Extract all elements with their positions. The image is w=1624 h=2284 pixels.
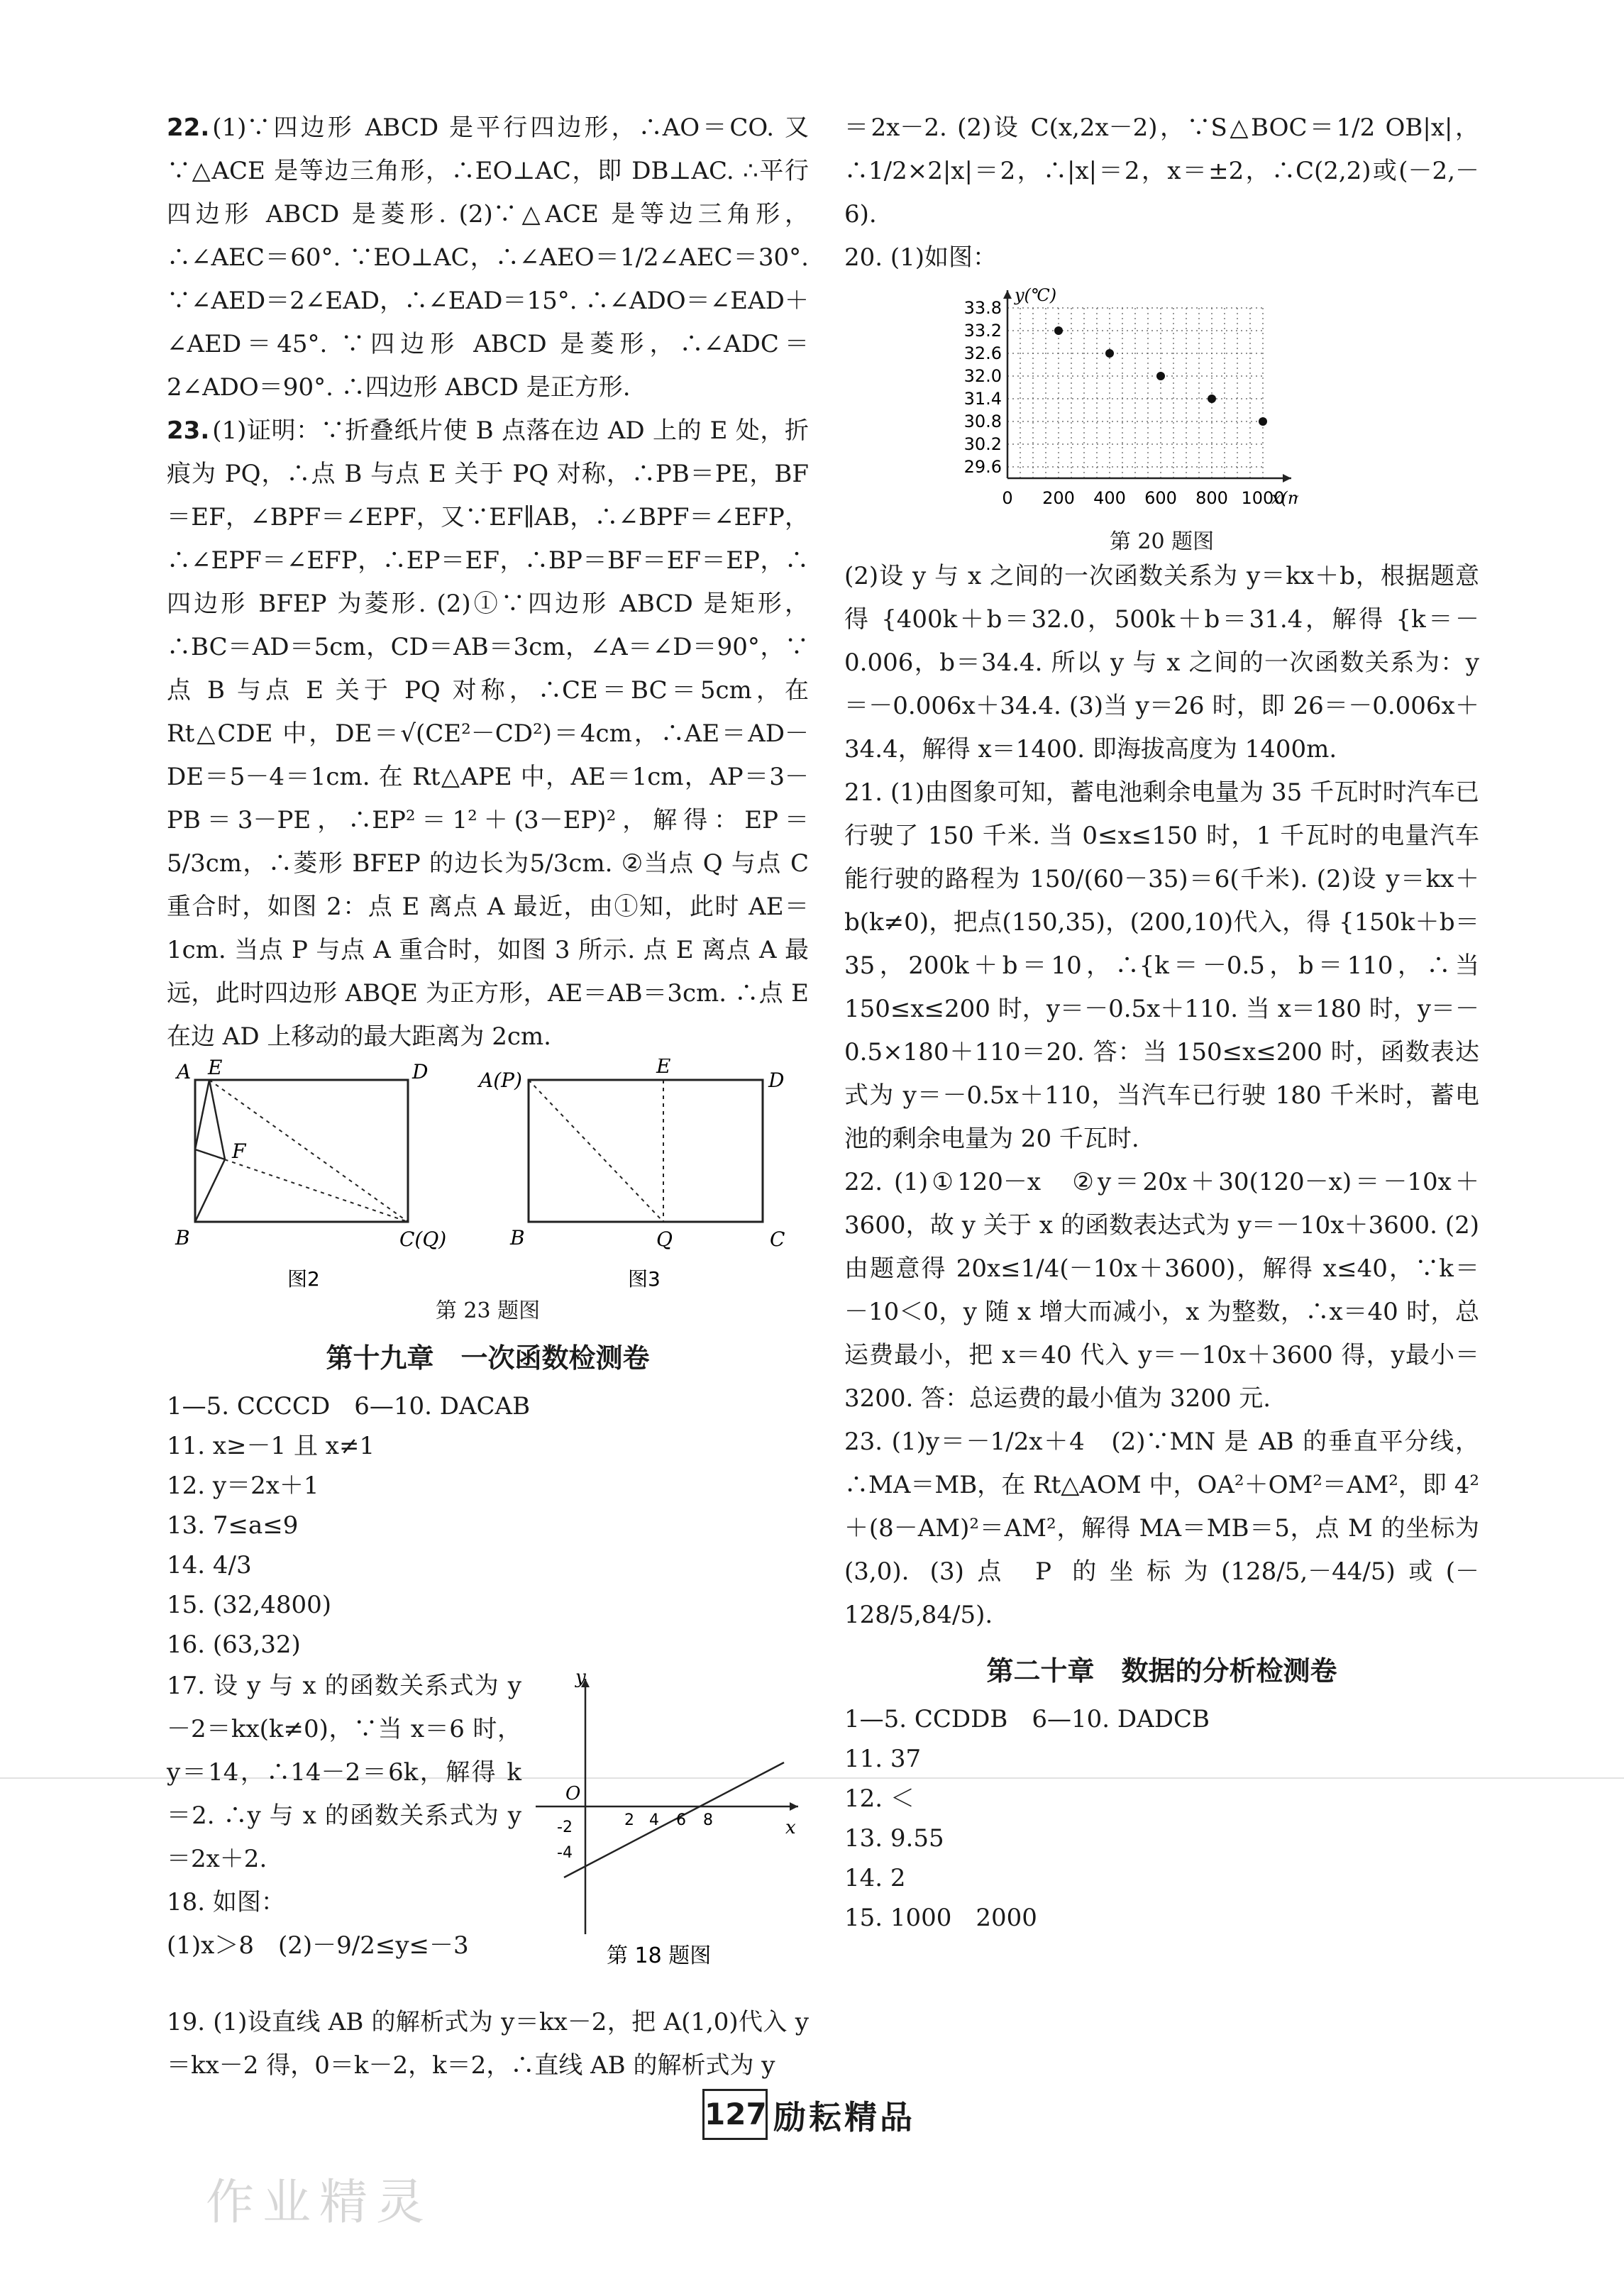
fig2-label-f: F bbox=[232, 1140, 246, 1163]
chart20-x-arrow bbox=[1283, 474, 1291, 482]
fig2-label-b: B bbox=[175, 1226, 190, 1249]
fig3-caption: 图3 bbox=[628, 1267, 661, 1291]
chart20-point bbox=[1105, 349, 1114, 358]
chart20-x-label: x( bbox=[1271, 488, 1288, 508]
page-number: 127 bbox=[702, 2089, 768, 2140]
chart20-x-tick-label: 200 bbox=[1042, 488, 1075, 508]
answer-17-18-text bbox=[167, 1665, 521, 2001]
fig18-line bbox=[564, 1762, 784, 1877]
fig18-label-o: O bbox=[565, 1783, 581, 1804]
answer-19-20: 20. (1)如图： bbox=[844, 243, 998, 272]
fig18-label-x: x bbox=[785, 1817, 796, 1838]
answer-20-14: 14. 2 bbox=[844, 1864, 906, 1892]
answer-19-19-cont: ＝2x－2. (2)设 C(x,2x－2)，∵S△BOC＝1/2 OB|x|，∴1/2×2|x|＝2，∴|x|＝2，x＝±2，∴C(2,2)或(－2,－6). bbox=[844, 114, 1479, 228]
chart20-y-tick-label: 32.6 bbox=[963, 343, 1002, 363]
answer-19-21: 21. (1)由图象可知，蓄电池剩余电量为 35 千瓦时时汽车已行驶了 150 千米. 当 0≤x≤150 时，1 千瓦时的电量汽车能行驶的路程为 150/(60－35)＝6(千米). (2)设 y＝kx＋b(k≠0)，把点(150,35)，(200,10)代入，得 {150k＋b＝35，200k＋b＝10，∴{k＝－0.5，b＝110，∴当 150≤x≤200 时，y＝－0.5x＋110. 当 x＝180 时，y＝－0.5×180＋110＝20. 答：当 150≤x≤200 时，函数表达式为 y＝－0.5x＋110，当汽车已行驶 180 千米时，蓄电池的剩余电量为 20 千瓦时. bbox=[844, 778, 1479, 1153]
fig18-label-m4: -4 bbox=[557, 1844, 573, 1862]
answer-20-11: 11. 37 bbox=[844, 1745, 922, 1773]
answer-19-11: 11. x≥－1 且 x≠1 bbox=[167, 1432, 375, 1460]
answer-20-1-10: 1—5. CCDDB 6—10. DADCB bbox=[844, 1705, 1210, 1733]
brand-logo: 励耘精品 bbox=[773, 2098, 915, 2136]
chart20-point bbox=[1259, 417, 1267, 426]
fig18-label-6: 6 bbox=[676, 1811, 686, 1829]
answer-19-20b: (2)设 y 与 x 之间的一次函数关系为 y＝kx＋b，根据题意得 {400k＋b＝32.0，500k＋b＝31.4，解得 {k＝－0.006，b＝34.4. 所以 y 与 x 之间的一次函数关系为：y＝－0.006x＋34.4. (3)当 y＝26 时，即 26＝－0.006x＋34.4，解得 x＝1400. 即海拔高度为 1400m. bbox=[844, 562, 1479, 763]
chart20-y-tick-label: 33.8 bbox=[963, 298, 1002, 318]
chart20-y-tick-label: 30.8 bbox=[963, 412, 1002, 431]
fig3-label-q: Q bbox=[656, 1227, 673, 1251]
answer-19-22: 22. (1)①120－x ②y＝20x＋30(120－x)＝－10x＋3600，故 y 关于 x 的函数表达式为 y＝－10x＋3600. (2)由题意得 20x≤1/4(－10x＋3600)，解得 x≤40，∵k＝－10＜0，y 随 x 增大而减小，x 为整数，∴x＝40 时，总运费最小，把 x＝40 代入 y＝－10x＋3600 得，y最小＝3200. 答：总运费的最小值为 3200 元. bbox=[844, 1168, 1479, 1413]
chapter-19-title: 第十九章 一次函数检测卷 bbox=[326, 1342, 650, 1374]
answer-19-19: 19. (1)设直线 AB 的解析式为 y＝kx－2，把 A(1,0)代入 y＝kx－2 得，0＝k－2，k＝2，∴直线 AB 的解析式为 y bbox=[167, 2008, 809, 2080]
answer-22: 22. (1)∵四边形 ABCD 是平行四边形，∴AO＝CO. 又∵△ACE 是等边三角形，∴EO⊥AC，即 DB⊥AC. ∴平行四边形 ABCD 是菱形. (2)∵△ACE 是等边三角形，∴∠AEC＝60°. ∵EO⊥AC，∴∠AEO＝1/2∠AEC＝30°. ∵∠AED＝2∠EAD，∴∠EAD＝15°. ∴∠ADO＝∠EAD＋∠AED＝45°. ∵四边形 ABCD 是菱形，∴∠ADC＝2∠ADO＝90°. ∴四边形 ABCD 是正方形. bbox=[167, 114, 809, 402]
chart20-point bbox=[1054, 326, 1063, 335]
chart20-y-tick-label: 33.2 bbox=[963, 321, 1002, 341]
fig2-label-cq: C(Q) bbox=[399, 1227, 447, 1251]
fig18-label-2: 2 bbox=[624, 1811, 634, 1829]
answer-19-18b: (1)x＞8 (2)－9/2≤y≤－3 bbox=[167, 1931, 469, 1960]
answer-20-15: 15. 1000 2000 bbox=[844, 1904, 1037, 1932]
figure-23-svg bbox=[167, 1059, 809, 1293]
answer-20-13: 13. 9.55 bbox=[844, 1824, 944, 1853]
figure-20-caption: 第 20 题图 bbox=[1109, 529, 1215, 554]
answer-19-13: 13. 7≤a≤9 bbox=[167, 1511, 299, 1540]
fig18-label-y: y bbox=[575, 1667, 586, 1688]
chart20-x-tick-label: 0 bbox=[1002, 488, 1013, 508]
fig18-x-arrow bbox=[790, 1802, 798, 1811]
fig18-caption: 第 18 题图 bbox=[607, 1943, 712, 1968]
fig2-line-ep bbox=[195, 1080, 209, 1149]
chart20-x-tick-label: 1000 bbox=[1241, 488, 1285, 508]
chart20-y-tick-label: 30.2 bbox=[963, 434, 1002, 454]
chart20-y-tick-label: 31.4 bbox=[963, 389, 1002, 409]
chapter-20-title: 第二十章 数据的分析检测卷 bbox=[986, 1655, 1337, 1687]
chart20-x-tick-label: 800 bbox=[1195, 488, 1228, 508]
fig3-label-ap: A(P) bbox=[479, 1069, 522, 1092]
figure-23-caption: 第 23 题图 bbox=[435, 1298, 541, 1323]
figure-18 bbox=[521, 1665, 809, 2001]
answer-20-12: 12. ＜ bbox=[844, 1784, 915, 1813]
chart20-x-tick-label: 400 bbox=[1093, 488, 1126, 508]
right-column bbox=[844, 106, 1479, 1938]
left-column bbox=[167, 106, 809, 2087]
chart20-y-tick-label: 29.6 bbox=[963, 457, 1002, 477]
figure-20 bbox=[929, 280, 1479, 524]
fig3-dashed-aq bbox=[529, 1080, 663, 1222]
chart20-y-tick-label: 32.0 bbox=[963, 366, 1002, 386]
fig18-label-8: 8 bbox=[703, 1811, 713, 1829]
fig18-label-4: 4 bbox=[649, 1811, 659, 1829]
fig2-dashed-pc bbox=[195, 1149, 408, 1222]
answer-19-17: 17. 设 y 与 x 的函数关系式为 y－2＝kx(k≠0)，∵当 x＝6 时，y＝14，∴14－2＝6k，解得 k＝2. ∴y 与 x 的函数关系式为 y＝2x＋2. bbox=[167, 1672, 521, 1873]
page-footer bbox=[702, 2086, 929, 2143]
answer-19-14: 14. 4/3 bbox=[167, 1551, 252, 1579]
answer-19-1-10: 1—5. CCCCD 6—10. DACAB bbox=[167, 1392, 531, 1420]
fig2-label-d: D bbox=[412, 1060, 429, 1083]
figure-18-svg bbox=[521, 1665, 809, 1998]
answer-19-15: 15. (32,4800) bbox=[167, 1591, 332, 1619]
fig3-label-c: C bbox=[770, 1227, 785, 1251]
answer-19-16: 16. (63,32) bbox=[167, 1631, 301, 1659]
watermark: 作业精灵 bbox=[206, 2175, 433, 2231]
fig2-label-a: A bbox=[177, 1060, 192, 1083]
fig2-rectangle bbox=[195, 1080, 408, 1222]
chart20-x-tick-label: 600 bbox=[1144, 488, 1177, 508]
fig2-caption: 图2 bbox=[287, 1267, 320, 1291]
fig3-label-d: D bbox=[768, 1069, 785, 1092]
fig2-line-ef bbox=[209, 1080, 225, 1159]
answer-19-12: 12. y＝2x＋1 bbox=[167, 1472, 319, 1500]
answer-19-18: 18. 如图： bbox=[167, 1888, 285, 1916]
chart20-point bbox=[1156, 372, 1165, 380]
figure-23 bbox=[167, 1059, 809, 1293]
answer-23: 23. (1)证明：∵折叠纸片使 B 点落在边 AD 上的 E 处，折痕为 PQ，∴点 B 与点 E 关于 PQ 对称，∴PB＝PE，BF＝EF，∠BPF＝∠EPF，又∵EF∥AB，∴∠BPF＝∠EFP，∴∠EPF＝∠EFP，∴EP＝EF，∴BP＝BF＝EF＝EP，∴四边形 BFEP 为菱形. (2)①∵四边形 ABCD 是矩形，∴BC＝AD＝5cm，CD＝AB＝3cm，∠A＝∠D＝90°，∵点 B 与点 E 关于 PQ 对称，∴CE＝BC＝5cm，在 Rt△CDE 中，DE＝√(CE²－CD²)＝4cm，∴AE＝AD－DE＝5－4＝1cm. 在 Rt△APE 中，AE＝1cm，AP＝3－PB＝3－PE，∴EP²＝1²＋(3－EP)²，解得：EP＝5/3cm，∴菱形 BFEP 的边长为5/3cm. ②当点 Q 与点 C 重合时，如图 2：点 E 离点 A 最近，由①知，此时 AE＝1cm. 当点 P 与点 A 重合时，如图 3 所示. 点 E 离点 A 最远，此时四边形 ABQE 为正方形，AE＝AB＝3cm. ∴点 E 在边 AD 上移动的最大距离为 2cm. bbox=[167, 416, 809, 1051]
fig3-rectangle bbox=[529, 1080, 763, 1222]
fig3-label-b: B bbox=[510, 1226, 525, 1249]
chart20-y-label: y(℃) bbox=[1015, 285, 1057, 305]
answer-19-23: 23. (1)y＝－1/2x＋4 (2)∵MN 是 AB 的垂直平分线，∴MA＝MB，在 Rt△AOM 中，OA²＋OM²＝AM²，即 4²＋(8－AM)²＝AM²，解得 MA＝MB＝5，点 M 的坐标为(3,0). (3)点 P 的坐标为(128/5,－44/5)或(－128/5,84/5). bbox=[844, 1428, 1479, 1629]
fig3-label-e: E bbox=[656, 1059, 671, 1078]
answer-17-18-block bbox=[167, 1665, 809, 2001]
figure-20-chart bbox=[929, 280, 1298, 521]
chart20-y-arrow bbox=[1003, 290, 1012, 299]
chart20-point bbox=[1208, 395, 1216, 403]
fig2-label-e: E bbox=[208, 1059, 223, 1079]
fig18-label-m2: -2 bbox=[557, 1819, 573, 1836]
